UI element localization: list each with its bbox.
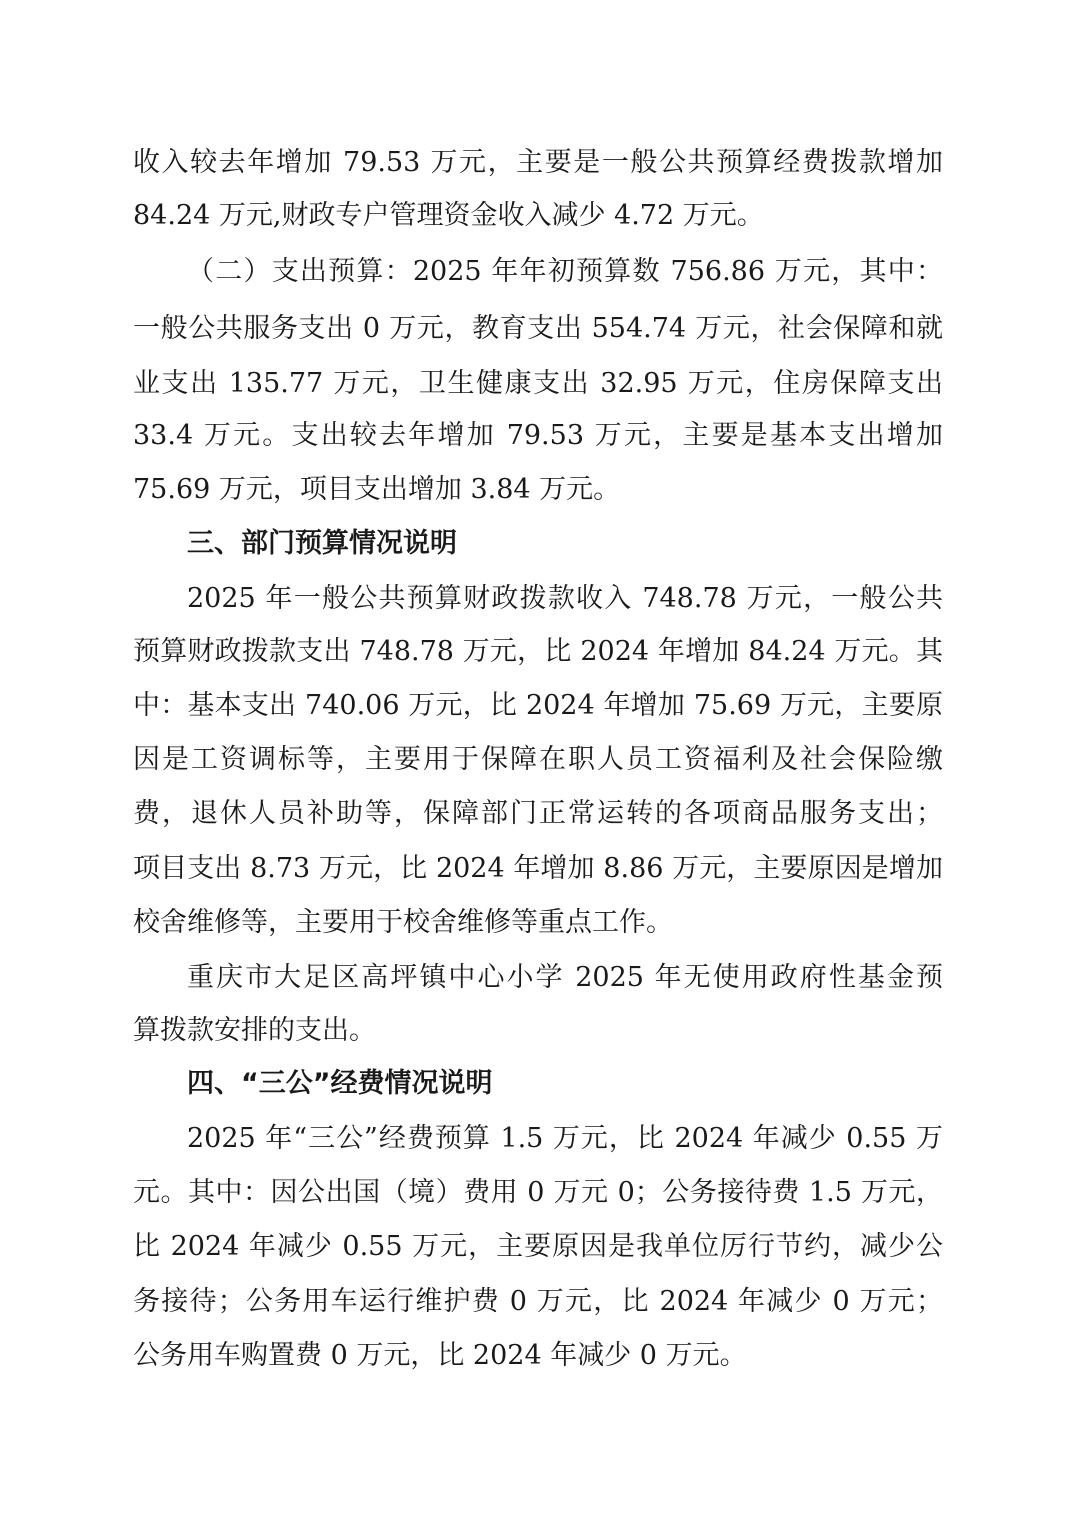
text-line: 中：基本支出 740.06 万元，比 2024 年增加 75.69 万元，主要原 [133,690,943,721]
section-heading: 四、“三公”经费情况说明 [187,1068,493,1099]
text-line: 2025 年“三公”经费预算 1.5 万元，比 2024 年减少 0.55 万 [187,1123,943,1154]
text-line: 务接待；公务用车运行维护费 0 万元，比 2024 年减少 0 万元； [133,1286,943,1317]
text-line: 收入较去年增加 79.53 万元，主要是一般公共预算经费拨款增加 [133,147,943,178]
text-line: 2025 年一般公共预算财政拨款收入 748.78 万元，一般公共 [187,583,943,614]
text-line: 公务用车购置费 0 万元，比 2024 年减少 0 万元。 [133,1340,747,1371]
text-line: 业支出 135.77 万元，卫生健康支出 32.95 万元，住房保障支出 [133,368,943,399]
text-line: 校舍维修等，主要用于校舍维修等重点工作。 [133,907,673,938]
text-line: 重庆市大足区高坪镇中心小学 2025 年无使用政府性基金预 [187,962,943,993]
text-line: 费，退休人员补助等，保障部门正常运转的各项商品服务支出； [133,798,943,829]
text-line: 比 2024 年减少 0.55 万元，主要原因是我单位厉行节约，减少公 [133,1231,943,1262]
text-line: 元。其中：因公出国（境）费用 0 万元 0；公务接待费 1.5 万元， [133,1177,943,1208]
text-line: （二）支出预算：2025 年年初预算数 756.86 万元，其中： [187,256,943,287]
text-line: 预算财政拨款支出 748.78 万元，比 2024 年增加 84.24 万元。其 [133,636,943,667]
section-heading: 三、部门预算情况说明 [187,528,457,559]
text-line: 84.24 万元,财政专户管理资金收入减少 4.72 万元。 [133,200,764,231]
text-line: 一般公共服务支出 0 万元，教育支出 554.74 万元，社会保障和就 [133,313,943,344]
text-line: 75.69 万元，项目支出增加 3.84 万元。 [133,474,621,505]
text-line: 算拨款安排的支出。 [133,1015,376,1046]
text-line: 项目支出 8.73 万元，比 2024 年增加 8.86 万元，主要原因是增加 [133,853,943,884]
text-line: 33.4 万元。支出较去年增加 79.53 万元，主要是基本支出增加 [133,420,943,451]
text-line: 因是工资调标等，主要用于保障在职人员工资福利及社会保险缴 [133,744,943,775]
